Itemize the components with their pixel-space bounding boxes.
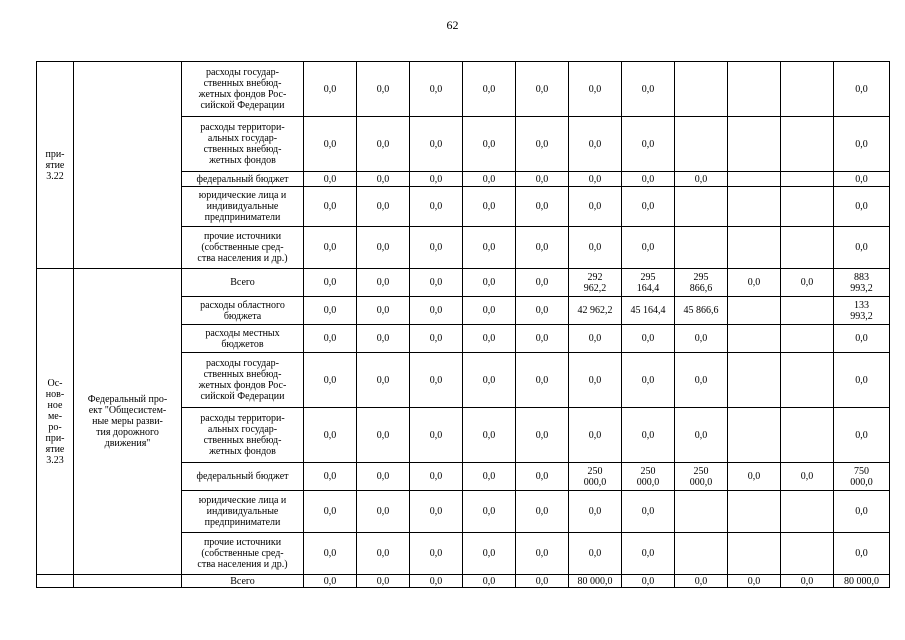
value-cell: 0,0 bbox=[516, 575, 569, 588]
value-cell: 0,0 bbox=[834, 491, 890, 533]
value-cell: 0,0 bbox=[304, 353, 357, 408]
value-cell: 0,0 bbox=[410, 491, 463, 533]
value-cell: 0,0 bbox=[357, 62, 410, 117]
value-cell: 0,0 bbox=[410, 269, 463, 297]
value-cell: 0,0 bbox=[834, 533, 890, 575]
value-cell: 0,0 bbox=[463, 463, 516, 491]
value-cell: 0,0 bbox=[463, 227, 516, 269]
value-cell: 295 164,4 bbox=[622, 269, 675, 297]
value-cell: 0,0 bbox=[304, 269, 357, 297]
value-cell: 0,0 bbox=[410, 297, 463, 325]
value-cell: 0,0 bbox=[622, 172, 675, 187]
value-cell: 0,0 bbox=[834, 325, 890, 353]
value-cell: 0,0 bbox=[569, 187, 622, 227]
value-cell bbox=[675, 491, 728, 533]
value-cell: 0,0 bbox=[463, 172, 516, 187]
value-cell: 0,0 bbox=[463, 533, 516, 575]
value-cell: 0,0 bbox=[463, 117, 516, 172]
value-cell: 0,0 bbox=[834, 117, 890, 172]
value-cell: 45 164,4 bbox=[622, 297, 675, 325]
value-cell: 0,0 bbox=[675, 172, 728, 187]
value-cell bbox=[728, 491, 781, 533]
value-cell: 0,0 bbox=[622, 117, 675, 172]
value-cell: 42 962,2 bbox=[569, 297, 622, 325]
table-row bbox=[37, 62, 890, 117]
value-cell: 0,0 bbox=[410, 172, 463, 187]
value-cell: 0,0 bbox=[675, 575, 728, 588]
value-cell: 0,0 bbox=[410, 353, 463, 408]
value-cell: 80 000,0 bbox=[569, 575, 622, 588]
value-cell: 0,0 bbox=[622, 575, 675, 588]
value-cell bbox=[781, 297, 834, 325]
value-cell bbox=[781, 172, 834, 187]
value-cell bbox=[728, 533, 781, 575]
value-cell: 0,0 bbox=[357, 187, 410, 227]
value-cell: 0,0 bbox=[357, 408, 410, 463]
value-cell: 0,0 bbox=[304, 533, 357, 575]
value-cell: 0,0 bbox=[410, 325, 463, 353]
value-cell: 0,0 bbox=[622, 353, 675, 408]
value-cell: 0,0 bbox=[569, 172, 622, 187]
value-cell: 0,0 bbox=[304, 172, 357, 187]
value-cell: 750 000,0 bbox=[834, 463, 890, 491]
value-cell: 0,0 bbox=[357, 463, 410, 491]
funding-source-label: прочие источники (собственные сред- ства населения и др.) bbox=[182, 533, 304, 575]
value-cell: 0,0 bbox=[410, 408, 463, 463]
value-cell: 0,0 bbox=[622, 533, 675, 575]
value-cell bbox=[728, 227, 781, 269]
value-cell bbox=[781, 227, 834, 269]
value-cell: 0,0 bbox=[728, 463, 781, 491]
value-cell: 0,0 bbox=[304, 491, 357, 533]
value-cell: 0,0 bbox=[357, 297, 410, 325]
project-cell bbox=[74, 62, 182, 269]
value-cell: 0,0 bbox=[463, 62, 516, 117]
value-cell: 0,0 bbox=[516, 408, 569, 463]
value-cell: 292 962,2 bbox=[569, 269, 622, 297]
value-cell: 0,0 bbox=[834, 353, 890, 408]
funding-source-label: расходы территори- альных государ- ственных внебюд- жетных фондов bbox=[182, 117, 304, 172]
value-cell bbox=[728, 297, 781, 325]
value-cell: 0,0 bbox=[410, 187, 463, 227]
value-cell: 0,0 bbox=[357, 575, 410, 588]
table-body bbox=[37, 62, 890, 588]
value-cell: 0,0 bbox=[357, 227, 410, 269]
value-cell: 0,0 bbox=[728, 575, 781, 588]
value-cell: 0,0 bbox=[410, 62, 463, 117]
table-row bbox=[37, 269, 890, 297]
table-row bbox=[37, 575, 890, 588]
project-cell: Федеральный про- ект "Общесистем- ные меры разви- тия дорожного движения" bbox=[74, 269, 182, 575]
value-cell: 0,0 bbox=[463, 297, 516, 325]
value-cell bbox=[675, 533, 728, 575]
value-cell: 0,0 bbox=[516, 297, 569, 325]
value-cell: 0,0 bbox=[357, 325, 410, 353]
value-cell: 0,0 bbox=[516, 172, 569, 187]
measure-cell bbox=[37, 575, 74, 588]
value-cell bbox=[781, 491, 834, 533]
value-cell: 0,0 bbox=[304, 297, 357, 325]
value-cell: 0,0 bbox=[357, 491, 410, 533]
value-cell: 0,0 bbox=[304, 227, 357, 269]
value-cell: 0,0 bbox=[357, 533, 410, 575]
value-cell: 0,0 bbox=[410, 227, 463, 269]
value-cell bbox=[728, 172, 781, 187]
funding-source-label: Всего bbox=[182, 575, 304, 588]
funding-source-label: федеральный бюджет bbox=[182, 172, 304, 187]
value-cell: 250 000,0 bbox=[622, 463, 675, 491]
funding-source-label: юридические лица и индивидуальные предприниматели bbox=[182, 187, 304, 227]
value-cell: 0,0 bbox=[463, 269, 516, 297]
value-cell: 0,0 bbox=[834, 408, 890, 463]
funding-source-label: расходы государ- ственных внебюд- жетных фондов Рос- сийской Федерации bbox=[182, 353, 304, 408]
value-cell bbox=[728, 408, 781, 463]
value-cell bbox=[781, 187, 834, 227]
value-cell: 80 000,0 bbox=[834, 575, 890, 588]
value-cell bbox=[781, 62, 834, 117]
value-cell: 0,0 bbox=[357, 353, 410, 408]
value-cell: 0,0 bbox=[304, 62, 357, 117]
value-cell: 0,0 bbox=[516, 227, 569, 269]
value-cell bbox=[675, 62, 728, 117]
value-cell: 0,0 bbox=[516, 463, 569, 491]
value-cell: 0,0 bbox=[516, 187, 569, 227]
value-cell bbox=[728, 187, 781, 227]
page-number: 62 bbox=[446, 18, 459, 32]
value-cell: 0,0 bbox=[781, 463, 834, 491]
value-cell: 0,0 bbox=[463, 575, 516, 588]
measure-cell: при- ятие 3.22 bbox=[37, 62, 74, 269]
value-cell: 45 866,6 bbox=[675, 297, 728, 325]
value-cell: 0,0 bbox=[675, 325, 728, 353]
value-cell: 0,0 bbox=[357, 269, 410, 297]
value-cell: 0,0 bbox=[463, 408, 516, 463]
value-cell bbox=[728, 353, 781, 408]
value-cell: 0,0 bbox=[304, 408, 357, 463]
value-cell: 0,0 bbox=[569, 117, 622, 172]
funding-source-label: Всего bbox=[182, 269, 304, 297]
value-cell: 0,0 bbox=[463, 353, 516, 408]
value-cell: 0,0 bbox=[834, 187, 890, 227]
budget-table bbox=[36, 61, 890, 588]
value-cell: 0,0 bbox=[463, 491, 516, 533]
value-cell: 0,0 bbox=[781, 269, 834, 297]
value-cell: 0,0 bbox=[622, 227, 675, 269]
value-cell: 0,0 bbox=[410, 463, 463, 491]
value-cell bbox=[675, 117, 728, 172]
value-cell: 0,0 bbox=[781, 575, 834, 588]
project-cell bbox=[74, 575, 182, 588]
value-cell: 0,0 bbox=[622, 491, 675, 533]
value-cell: 0,0 bbox=[569, 227, 622, 269]
value-cell: 0,0 bbox=[410, 533, 463, 575]
funding-source-label: федеральный бюджет bbox=[182, 463, 304, 491]
value-cell bbox=[781, 325, 834, 353]
funding-source-label: расходы областного бюджета bbox=[182, 297, 304, 325]
value-cell: 0,0 bbox=[516, 533, 569, 575]
value-cell bbox=[728, 117, 781, 172]
value-cell: 0,0 bbox=[675, 353, 728, 408]
value-cell: 0,0 bbox=[516, 491, 569, 533]
value-cell: 883 993,2 bbox=[834, 269, 890, 297]
value-cell: 0,0 bbox=[304, 575, 357, 588]
value-cell: 0,0 bbox=[304, 463, 357, 491]
funding-source-label: расходы территори- альных государ- ственных внебюд- жетных фондов bbox=[182, 408, 304, 463]
value-cell bbox=[675, 227, 728, 269]
value-cell: 0,0 bbox=[569, 491, 622, 533]
funding-source-label: юридические лица и индивидуальные предприниматели bbox=[182, 491, 304, 533]
value-cell: 0,0 bbox=[410, 575, 463, 588]
value-cell: 0,0 bbox=[463, 187, 516, 227]
value-cell: 0,0 bbox=[357, 117, 410, 172]
value-cell bbox=[781, 408, 834, 463]
value-cell: 0,0 bbox=[622, 408, 675, 463]
value-cell: 0,0 bbox=[304, 117, 357, 172]
value-cell: 0,0 bbox=[569, 62, 622, 117]
value-cell bbox=[675, 187, 728, 227]
value-cell bbox=[781, 117, 834, 172]
value-cell bbox=[728, 325, 781, 353]
funding-source-label: расходы местных бюджетов bbox=[182, 325, 304, 353]
value-cell: 0,0 bbox=[516, 325, 569, 353]
value-cell: 0,0 bbox=[834, 62, 890, 117]
value-cell bbox=[728, 62, 781, 117]
value-cell: 0,0 bbox=[834, 172, 890, 187]
measure-cell: Ос- нов- ное ме- ро- при- ятие 3.23 bbox=[37, 269, 74, 575]
value-cell: 0,0 bbox=[622, 62, 675, 117]
value-cell: 0,0 bbox=[569, 325, 622, 353]
value-cell: 0,0 bbox=[728, 269, 781, 297]
value-cell bbox=[781, 533, 834, 575]
value-cell: 0,0 bbox=[410, 117, 463, 172]
value-cell: 0,0 bbox=[834, 227, 890, 269]
value-cell: 0,0 bbox=[304, 187, 357, 227]
value-cell bbox=[781, 353, 834, 408]
value-cell: 0,0 bbox=[675, 408, 728, 463]
value-cell: 0,0 bbox=[516, 117, 569, 172]
value-cell: 0,0 bbox=[463, 325, 516, 353]
value-cell: 133 993,2 bbox=[834, 297, 890, 325]
value-cell: 0,0 bbox=[569, 533, 622, 575]
value-cell: 295 866,6 bbox=[675, 269, 728, 297]
value-cell: 0,0 bbox=[516, 62, 569, 117]
value-cell: 0,0 bbox=[516, 269, 569, 297]
funding-source-label: прочие источники (собственные сред- ства населения и др.) bbox=[182, 227, 304, 269]
value-cell: 250 000,0 bbox=[569, 463, 622, 491]
value-cell: 0,0 bbox=[357, 172, 410, 187]
value-cell: 0,0 bbox=[516, 353, 569, 408]
value-cell: 250 000,0 bbox=[675, 463, 728, 491]
value-cell: 0,0 bbox=[622, 187, 675, 227]
value-cell: 0,0 bbox=[622, 325, 675, 353]
value-cell: 0,0 bbox=[304, 325, 357, 353]
value-cell: 0,0 bbox=[569, 353, 622, 408]
value-cell: 0,0 bbox=[569, 408, 622, 463]
funding-source-label: расходы государ- ственных внебюд- жетных фондов Рос- сийской Федерации bbox=[182, 62, 304, 117]
